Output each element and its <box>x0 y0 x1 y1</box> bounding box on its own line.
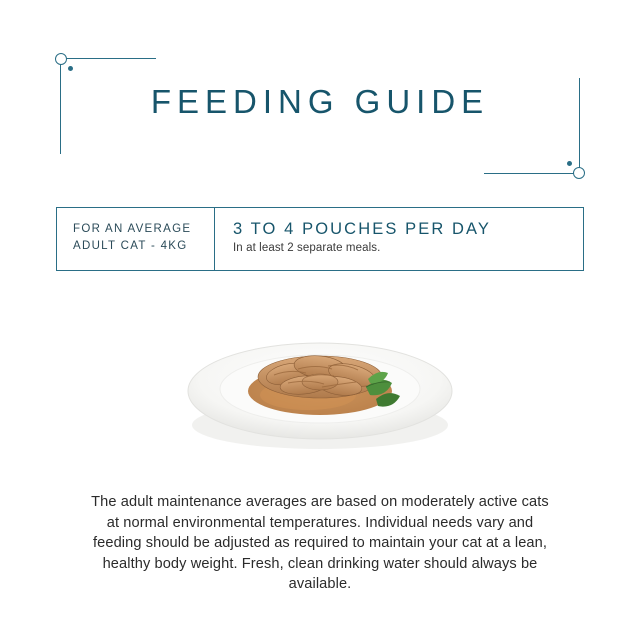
bottom-right-horizontal-rule <box>484 173 580 174</box>
top-left-dot-icon <box>68 66 73 71</box>
feeding-amount-value-cell <box>215 208 583 270</box>
plate-of-food-illustration <box>170 325 470 455</box>
separate-meals-subtext: In at least 2 separate meals. <box>233 242 381 254</box>
feeding-note-paragraph: The adult maintenance averages are based on moderately active cats at normal environmental temperatures. Individual needs vary and feeding should be adjusted as required to maintain your cat at a lean, healthy body weight. Fresh, clean drinking water should always be available. <box>91 494 549 592</box>
average-cat-label-line1: FOR AN AVERAGE <box>73 223 192 235</box>
top-left-horizontal-rule <box>60 58 156 59</box>
food-image <box>170 325 470 455</box>
bottom-right-dot-icon <box>567 161 572 166</box>
page-title: FEEDING GUIDE <box>150 83 490 120</box>
average-cat-label-line2: ADULT CAT - 4KG <box>73 240 188 252</box>
title-block <box>48 46 592 186</box>
pouches-per-day-heading: 3 TO 4 POUCHES PER DAY <box>233 220 492 238</box>
feeding-amount-label-cell <box>57 208 215 270</box>
bottom-right-ring-icon <box>573 167 585 179</box>
feeding-amount-box <box>56 207 584 271</box>
top-left-ring-icon <box>55 53 67 65</box>
